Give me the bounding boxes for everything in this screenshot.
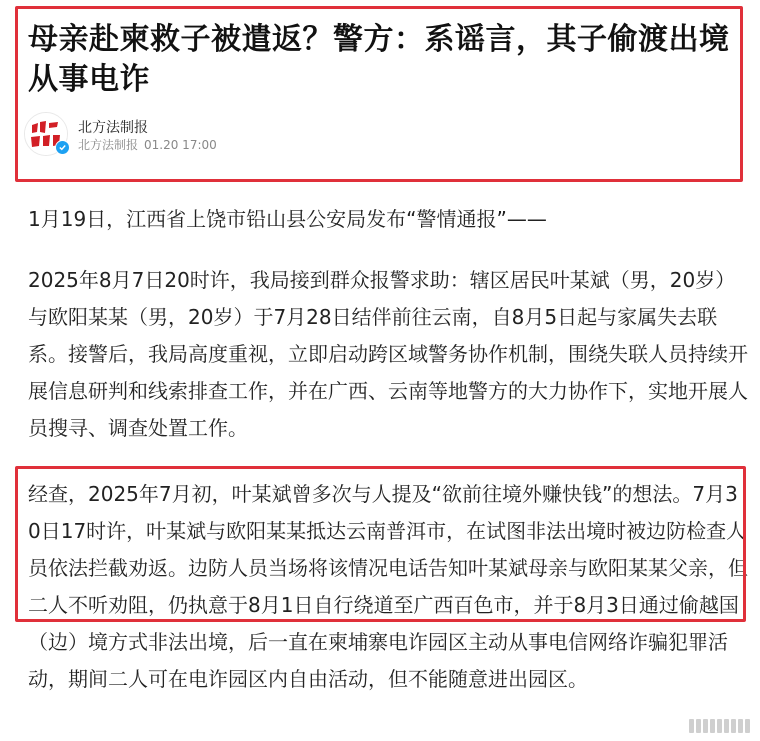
paragraph-highlight-box	[15, 466, 746, 622]
article-title: 母亲赴柬救子被遣返？警方：系谣言，其子偷渡出境从事电诈	[28, 22, 730, 97]
meta-source: 北方法制报	[78, 138, 139, 152]
verified-badge-icon	[55, 140, 70, 155]
paragraph-investigation: 经查，2025年7月初，叶某斌曾多次与人提及“欲前往境外赚快钱”的想法。7月30日17时许，叶某斌与欧阳某某抵达云南普洱市，在试图非法出境时被边防检查人员依法拦截劝返。边防人员当场将该情况电话告知叶某斌母亲与欧阳某某父亲，但二人不听劝阻，仍执意于8月1日自行绕道至广西百色市，并于8月3日通过偷越国（边）境方式非法出境，后一直在柬埔寨电诈园区主动从事电信网络诈骗犯罪活动，期间二人可在电诈园区内自由活动，但不能随意进出园区。	[28, 482, 748, 691]
paragraph-intro: 1月19日，江西省上饶市铅山县公安局发布“警情通报”——	[28, 207, 547, 231]
watermark	[689, 719, 750, 733]
paragraph-report: 2025年8月7日20时许，我局接到群众报警求助：辖区居民叶某斌（男，20岁）与欧阳某某（男，20岁）于7月28日结伴前往云南，自8月5日起与家属失去联系。接警后，我局高度重视，立即启动跨区域警务协作机制，围绕失联人员持续开展信息研判和线索排查工作，并在广西、云南等地警方的大力协作下，实地开展人员搜寻、调查处置工作。	[28, 268, 748, 440]
article-meta	[78, 136, 223, 153]
author-name[interactable]: 北方法制报	[78, 120, 148, 136]
watermark-dots-icon	[689, 719, 750, 733]
meta-time: 01.20 17:00	[144, 138, 217, 152]
